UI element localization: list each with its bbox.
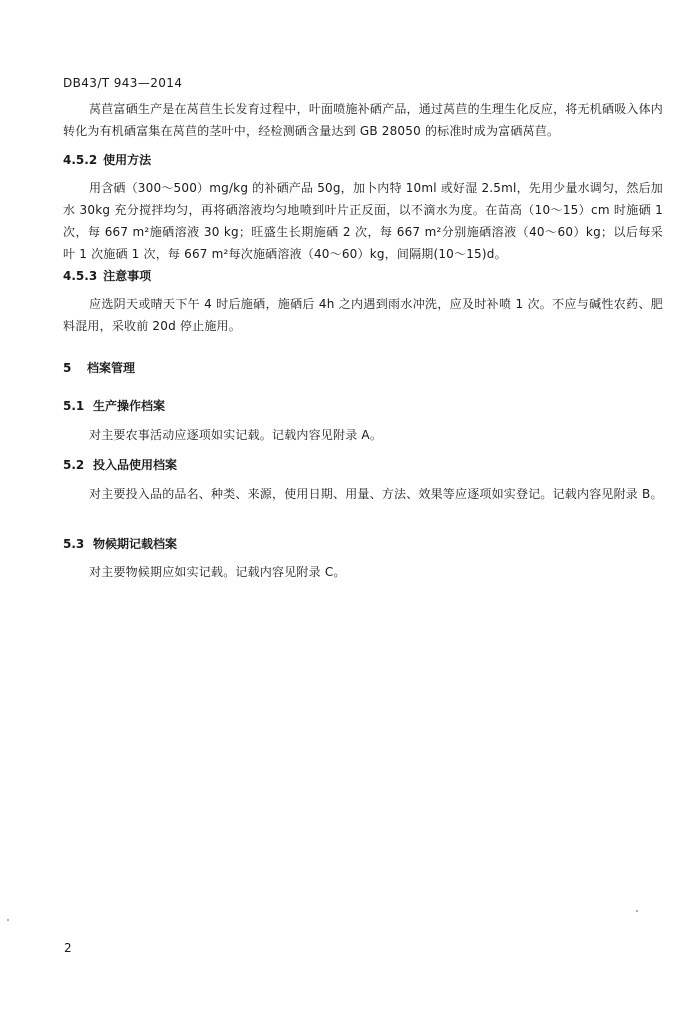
section-title: 物候期记载档案 xyxy=(93,537,178,551)
section-heading-5-3 xyxy=(63,536,177,552)
scan-speck xyxy=(7,919,9,921)
paragraph-intro: 莴苣富硒生产是在莴苣生长发育过程中，叶面喷施补硒产品，通过莴苣的生理生化反应，将无机硒吸入体内转化为有机硒富集在莴苣的茎叶中，经检测硒含量达到 GB 28050 的标准时成为富硒莴苣。 xyxy=(63,102,663,138)
paragraph-ops-record: 对主要农事活动应逐项如实记载。记载内容见附录 A。 xyxy=(89,428,383,442)
document-code: DB43/T 943—2014 xyxy=(63,76,183,90)
section-heading-5-2 xyxy=(63,457,177,473)
paragraph-input-record: 对主要投入品的品名、种类、来源，使用日期、用量、方法、效果等应逐项如实登记。记载内容见附录 B。 xyxy=(89,487,663,501)
section-title: 生产操作档案 xyxy=(93,399,166,413)
section-number: 4.5.2 xyxy=(63,153,98,167)
scan-speck xyxy=(636,910,638,912)
section-title: 投入品使用档案 xyxy=(93,458,178,472)
section-heading-4-5-2 xyxy=(63,152,151,168)
section-number: 5.3 xyxy=(63,537,85,551)
section-number: 5.1 xyxy=(63,399,85,413)
paragraph-notes: 应选阴天或晴天下午 4 时后施硒，施硒后 4h 之内遇到雨水冲洗，应及时补喷 1 次。不应与碱性农药、肥料混用，采收前 20d 停止施用。 xyxy=(63,297,663,333)
section-title: 注意事项 xyxy=(103,269,152,283)
section-heading-5-1 xyxy=(63,398,165,414)
chapter-heading-5 xyxy=(63,360,135,376)
section-number: 4.5.3 xyxy=(63,269,98,283)
chapter-number: 5 xyxy=(63,361,72,375)
paragraph-phenology-record: 对主要物候期应如实记载。记载内容见附录 C。 xyxy=(89,565,346,579)
section-number: 5.2 xyxy=(63,458,85,472)
chapter-title: 档案管理 xyxy=(87,361,136,375)
paragraph-usage: 用含硒（300～500）mg/kg 的补硒产品 50g，加卜内特 10ml 或好湿 2.5ml，先用少量水调匀，然后加水 30kg 充分搅拌均匀，再将硒溶液均匀地喷到叶片正反面，以不滴水为度。在苗高（10～15）cm 时施硒 1 次，每 667 m²施硒溶液 30 kg；旺盛生长期施硒 2 次，每 667 m²分别施硒溶液（40～60）kg；以后每采叶 1 次施硒 1 次，每 667 m²每次施硒溶液（40～60）kg，间隔期(10～15)d。 xyxy=(63,181,663,261)
section-title: 使用方法 xyxy=(103,153,152,167)
page-number: 2 xyxy=(64,941,72,955)
section-heading-4-5-3 xyxy=(63,268,151,284)
